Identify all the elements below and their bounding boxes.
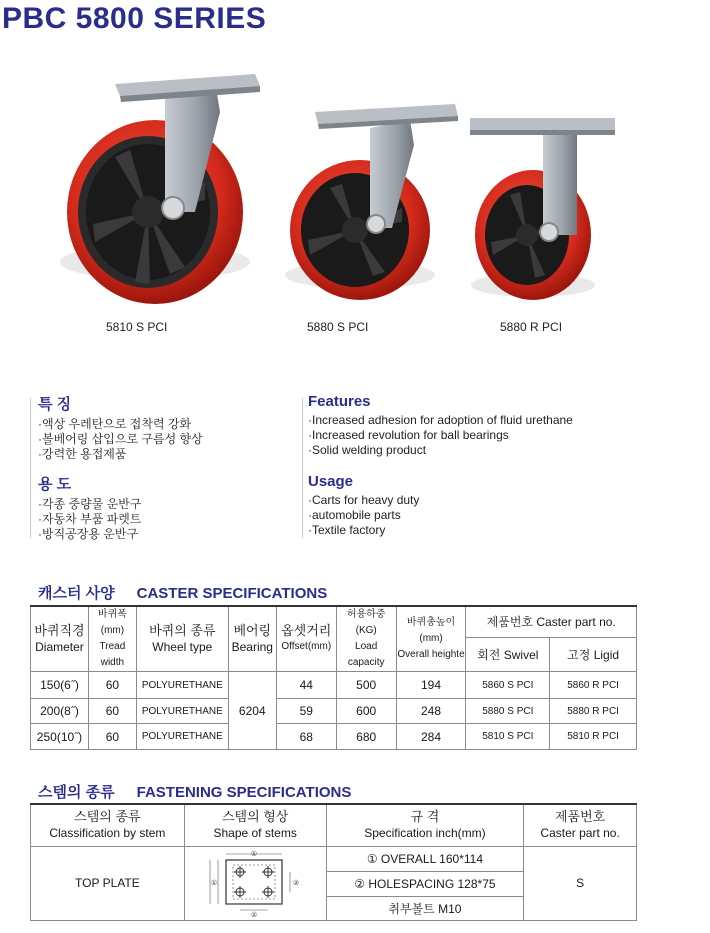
- features-en-heading: Features: [308, 393, 371, 410]
- cell-offset: 68: [276, 724, 336, 750]
- cell-bearing: 6204: [228, 672, 276, 750]
- cell-spec: 취부볼트 M10: [326, 896, 524, 920]
- top-plate-diagram: [200, 848, 310, 918]
- cell-swivel: 5810 S PCI: [466, 724, 550, 750]
- usage-ko-line: ·각종 중량물 운반구: [38, 497, 142, 511]
- features-ko-line: ·볼베어링 삽입으로 구름성 향상: [38, 432, 203, 446]
- features-en-line: ·Increased revolution for ball bearings: [308, 428, 509, 442]
- cell-spec: ① OVERALL 160*114: [326, 846, 524, 871]
- caster-photo-5880-s: [280, 100, 460, 300]
- fastening-spec-table: [30, 803, 637, 921]
- cell-load: 500: [336, 672, 396, 699]
- diagram-label: ②: [251, 912, 258, 918]
- usage-ko-line: ·자동차 부품 파렛트: [38, 512, 142, 526]
- table-row: [31, 699, 637, 724]
- divider: [30, 398, 31, 538]
- cell-part-no: S: [524, 846, 637, 920]
- caster-spec-title-en: CASTER SPECIFICATIONS: [136, 585, 328, 602]
- cell-rigid: 5810 R PCI: [550, 724, 637, 750]
- col-header-load: 허용하중(KG) Load capacity: [336, 606, 396, 672]
- cell-load: 680: [336, 724, 396, 750]
- product-caption: 5880 S PCI: [307, 320, 369, 334]
- col-header-rigid: 고정 Ligid: [550, 637, 637, 671]
- caster-photo-5880-r: [465, 110, 620, 305]
- cell-wheel: POLYURETHANE: [136, 672, 228, 699]
- features-ko-line: ·강력한 용접제품: [38, 447, 127, 461]
- page-title: PBC 5800 SERIES: [2, 2, 267, 35]
- product-caption: 5880 R PCI: [500, 320, 563, 334]
- usage-en-block: [308, 473, 419, 538]
- cell-spec: ② HOLESPACING 128*75: [326, 871, 524, 896]
- cell-swivel: 5880 S PCI: [466, 699, 550, 724]
- caster-spec-title: [38, 582, 327, 603]
- divider: [302, 398, 303, 538]
- table-row: [31, 724, 637, 750]
- cell-diameter: 250(10˝): [31, 724, 89, 750]
- caster-spec-table: [30, 605, 637, 750]
- cell-classification: TOP PLATE: [31, 846, 185, 920]
- features-en-block: [308, 393, 573, 458]
- caster-photo-5810-s: [55, 62, 275, 317]
- cell-tread: 60: [88, 724, 136, 750]
- cell-tread: 60: [88, 699, 136, 724]
- cell-load: 600: [336, 699, 396, 724]
- col-header-swivel: 회전 Swivel: [466, 637, 550, 671]
- col-header-tread: 바퀴폭(mm) Tread width: [88, 606, 136, 672]
- col-header-diameter: 바퀴직경 Diameter: [31, 606, 89, 672]
- col-header-specification: 규 격 Specification inch(mm): [326, 804, 524, 846]
- features-ko-line: ·액상 우레탄으로 접착력 강화: [38, 417, 192, 431]
- cell-offset: 59: [276, 699, 336, 724]
- col-header-classification: 스템의 종류 Classification by stem: [31, 804, 185, 846]
- fastening-spec-title-en: FASTENING SPECIFICATIONS: [136, 784, 352, 801]
- cell-height: 248: [396, 699, 466, 724]
- features-en-line: ·Solid welding product: [308, 443, 427, 457]
- cell-height: 194: [396, 672, 466, 699]
- usage-en-line: ·Carts for heavy duty: [308, 493, 420, 507]
- usage-en-line: ·automobile parts: [308, 508, 401, 522]
- features-en-line: ·Increased adhesion for adoption of fluid urethane: [308, 413, 573, 427]
- col-header-wheel-type: 바퀴의 종류 Wheel type: [136, 606, 228, 672]
- features-ko-heading: 특 징: [38, 396, 72, 413]
- usage-ko-line: ·방직공장용 운반구: [38, 527, 139, 541]
- usage-ko-block: [38, 473, 141, 542]
- col-header-part-no: 제품번호 Caster part no.: [466, 606, 637, 637]
- table-row: [31, 846, 637, 871]
- cell-wheel: POLYURETHANE: [136, 724, 228, 750]
- usage-ko-heading: 용 도: [38, 476, 72, 493]
- caster-spec-title-ko: 캐스터 사양: [38, 585, 115, 602]
- fastening-spec-title-ko: 스템의 종류: [38, 784, 115, 801]
- col-header-part-no: 제품번호 Caster part no.: [524, 804, 637, 846]
- product-caption: 5810 S PCI: [106, 320, 168, 334]
- cell-rigid: 5880 R PCI: [550, 699, 637, 724]
- cell-tread: 60: [88, 672, 136, 699]
- usage-en-heading: Usage: [308, 473, 354, 490]
- col-header-shape: 스템의 형상 Shape of stems: [184, 804, 326, 846]
- cell-stem-shape: [184, 846, 326, 920]
- cell-swivel: 5860 S PCI: [466, 672, 550, 699]
- cell-wheel: POLYURETHANE: [136, 699, 228, 724]
- cell-height: 284: [396, 724, 466, 750]
- cell-offset: 44: [276, 672, 336, 699]
- diagram-label: ①: [251, 851, 258, 858]
- fastening-spec-title: [38, 781, 351, 802]
- diagram-label: ②: [293, 880, 300, 887]
- table-row: [31, 672, 637, 699]
- cell-rigid: 5860 R PCI: [550, 672, 637, 699]
- col-header-bearing: 베어링 Bearing: [228, 606, 276, 672]
- col-header-offset: 옵셋거리 Offset(mm): [276, 606, 336, 672]
- cell-diameter: 200(8˝): [31, 699, 89, 724]
- diagram-label: ①: [211, 880, 218, 887]
- usage-en-line: ·Textile factory: [308, 523, 386, 537]
- cell-diameter: 150(6˝): [31, 672, 89, 699]
- features-ko-block: [38, 393, 203, 462]
- col-header-height: 바퀴총높이(mm) Overall heighte: [396, 606, 466, 672]
